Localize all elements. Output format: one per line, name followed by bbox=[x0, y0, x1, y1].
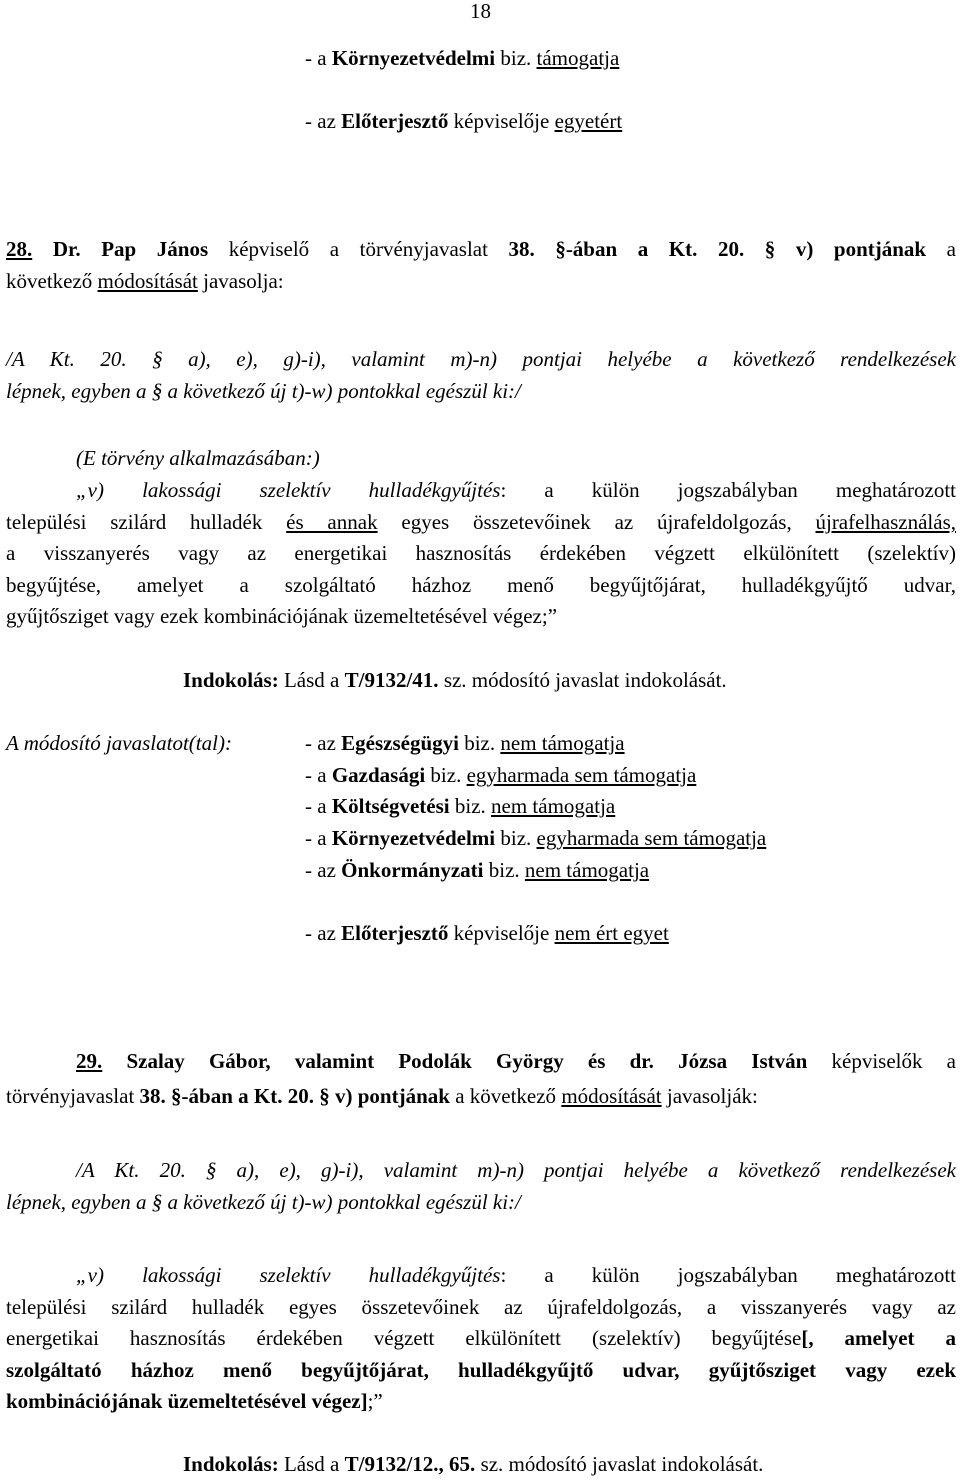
justification-line: Indokolás: Lásd a T/9132/12., 65. sz. módosító javaslat indokolását. bbox=[183, 1452, 764, 1476]
definition-line: szolgáltató házhoz menő begyűjtőjárat, hulladékgyűjtő udvar, gyűjtősziget vagy ezek bbox=[6, 1358, 956, 1382]
item-28-heading-cont: következő módosítását javasolja: bbox=[6, 269, 284, 293]
justification-line: Indokolás: Lásd a T/9132/41. sz. módosító javaslat indokolását. bbox=[183, 668, 727, 692]
definition-line: „v) lakossági szelektív hulladékgyűjtés: a külön jogszabályban meghatározott bbox=[76, 1263, 956, 1287]
item-29-heading-cont: törvényjavaslat 38. §-ában a Kt. 20. § v) pontjának a következő módosítását javasolják: bbox=[6, 1084, 758, 1108]
item-28-heading: 28. Dr. Pap János képviselő a törvényjavaslat 38. §-ában a Kt. 20. § v) pontjának a bbox=[6, 237, 956, 261]
presenter-line: - az Előterjesztő képviselője egyetért bbox=[305, 109, 623, 133]
committee-line: - a Gazdasági biz. egyharmada sem támogatja bbox=[305, 763, 697, 787]
committee-name: Környezetvédelmi bbox=[331, 46, 496, 70]
definition-line: kombinációjának üzemeltetésével végez];” bbox=[6, 1389, 383, 1413]
committee-line: - az Egészségügyi biz. nem támogatja bbox=[305, 731, 625, 755]
committee-line: - a Költségvetési biz. nem támogatja bbox=[305, 794, 616, 818]
definition-line: gyűjtősziget vagy ezek kombinációjának üzemeltetésével végez;” bbox=[6, 604, 558, 628]
item-number: 28. bbox=[6, 237, 33, 261]
definition-line: „v) lakossági szelektív hulladékgyűjtés: a külön jogszabályban meghatározott bbox=[76, 478, 956, 502]
committee-vote: támogatja bbox=[536, 46, 620, 70]
definition-line: a visszanyerés vagy az energetikai hasznosítás érdekében végzett elkülönített (szelektív) bbox=[6, 541, 956, 565]
page-number: 18 bbox=[470, 0, 491, 23]
definition-line: települési szilárd hulladék egyes összetevőinek az újrafeldolgozás, a visszanyerés vagy az bbox=[6, 1295, 956, 1319]
reference-line: /A Kt. 20. § a), e), g)-i), valamint m)-n) pontjai helyébe a következő rendelkezések bbox=[6, 347, 956, 371]
item-number: 29. bbox=[76, 1049, 103, 1073]
reference-line: /A Kt. 20. § a), e), g)-i), valamint m)-n) pontjai helyébe a következő rendelkezések bbox=[76, 1158, 956, 1182]
reference-line: lépnek, egyben a § a következő új t)-w) pontokkal egészül ki:/ bbox=[6, 1190, 521, 1214]
committee-line: - a Környezetvédelmi biz. támogatja bbox=[305, 46, 620, 70]
committees-label: A módosító javaslatot(tal): bbox=[6, 731, 232, 755]
context-line: (E törvény alkalmazásában:) bbox=[76, 446, 320, 470]
reference-line: lépnek, egyben a § a következő új t)-w) pontokkal egészül ki:/ bbox=[6, 379, 521, 403]
presenter-line: - az Előterjesztő képviselője nem ért egyet bbox=[305, 921, 669, 945]
definition-line: begyűjtése, amelyet a szolgáltató házhoz menő begyűjtőjárat, hulladékgyűjtő udvar, bbox=[6, 573, 956, 597]
item-29-heading: 29. Szalay Gábor, valamint Podolák György és dr. Józsa István képviselők a bbox=[76, 1049, 956, 1073]
committee-line: - a Környezetvédelmi biz. egyharmada sem támogatja bbox=[305, 826, 767, 850]
committee-line: - az Önkormányzati biz. nem támogatja bbox=[305, 858, 650, 882]
definition-line: települési szilárd hulladék és annak egyes összetevőinek az újrafeldolgozás, újrafelhasználás, bbox=[6, 510, 956, 534]
definition-line: energetikai hasznosítás érdekében végzett elkülönített (szelektív) begyűjtése[, amelyet a bbox=[6, 1326, 956, 1350]
